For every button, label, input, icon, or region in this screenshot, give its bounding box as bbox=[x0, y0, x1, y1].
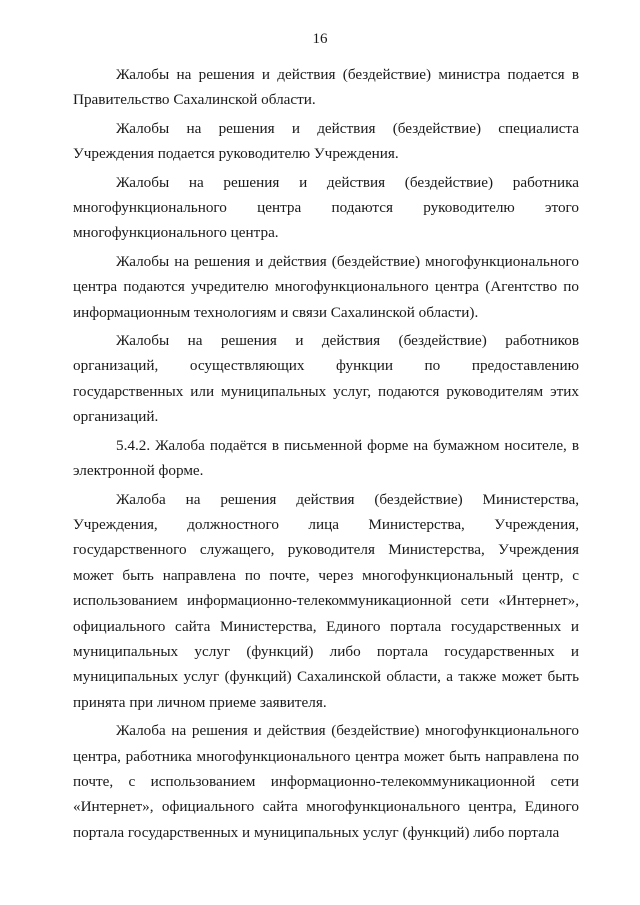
document-body bbox=[73, 62, 579, 848]
paragraph-organization-complaints: Жалобы на решения и действия (бездействие) работников организаций, осуществляющих функции по предоставлению государственных или муниципальных услуг, подаются руководителям этих организаций. bbox=[73, 332, 579, 426]
paragraph-submission-channels: Жалоба на решения действия (бездействие) Министерства, Учреждения, должностного лица Министерства, Учреждения, государственного служащего, руководителя Министерства, Учреждения может быть направлена по почте, через многофункциональный центр, с использованием информационно-телекоммуникационной сети «Интернет», официального сайта Министерства, Единого портала государственных и муниципальных услуг (функций) либо портала государственных и муниципальных услуг (функций) Сахалинской области, а также может быть принята при личном приеме заявителя. bbox=[73, 490, 579, 711]
page-number: 16 bbox=[312, 31, 328, 47]
paragraph-minister-complaints: Жалобы на решения и действия (бездействие) министра подается в Правительство Сахалинской области. bbox=[73, 66, 579, 109]
paragraph-mfc-submission-channels: Жалоба на решения и действия (бездействие) многофункционального центра, работника многофункционального центра может быть направлена по почте, с использованием информационно-телекоммуникационной сети «Интернет», официального сайта многофункционального центра, Единого портала государственных и муниципальных услуг (функций) либо портала bbox=[73, 722, 579, 841]
paragraph-mfc-worker-complaints: Жалобы на решения и действия (бездействие) работника многофункционального центра подаются руководителю этого многофункционального центра. bbox=[73, 173, 579, 242]
paragraph-specialist-complaints: Жалобы на решения и действия (бездействие) специалиста Учреждения подается руководителю Учреждения. bbox=[73, 119, 579, 163]
paragraph-5-4-2: 5.4.2. Жалоба подаётся в письменной форме на бумажном носителе, в электронной форме. bbox=[73, 436, 579, 480]
paragraph-mfc-complaints: Жалобы на решения и действия (бездействие) многофункционального центра подаются учредителю многофункционального центра (Агентство по информационным технологиям и связи Сахалинской области). bbox=[73, 252, 579, 321]
